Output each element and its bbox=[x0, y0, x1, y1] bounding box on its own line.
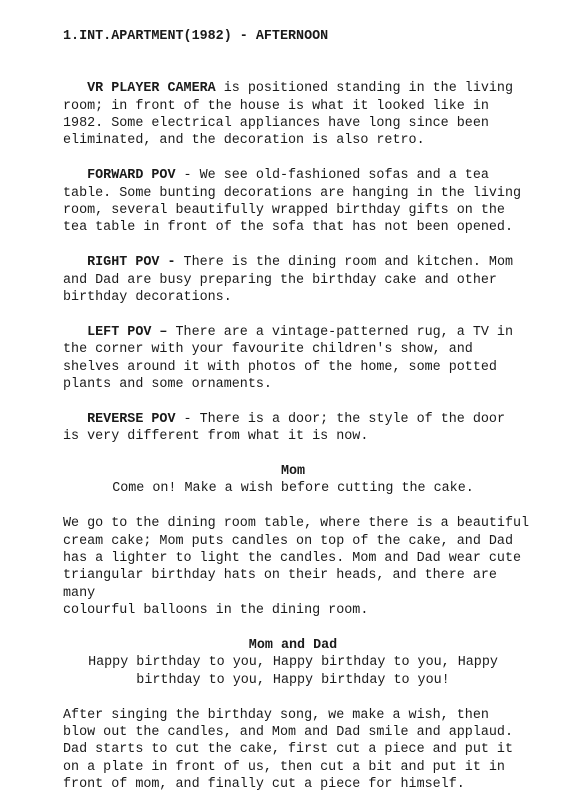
shot-description-right-pov bbox=[63, 254, 533, 306]
dialogue-line: birthday to you, Happy birthday to you! bbox=[136, 672, 450, 688]
description-line: plants and some ornaments. bbox=[63, 377, 272, 393]
description-line: tea table in front of the sofa that has not been opened. bbox=[63, 220, 513, 236]
description-line: table. Some bunting decorations are hanging in the living bbox=[63, 185, 522, 201]
description-line: - There is a door; the style of the door bbox=[175, 411, 505, 427]
dialogue-line: Come on! Make a wish before cutting the cake. bbox=[112, 481, 474, 497]
shot-cue: RIGHT POV - bbox=[87, 255, 176, 271]
shot-cue: FORWARD POV bbox=[87, 168, 176, 184]
description-line: shelves around it with photos of the home, some potted bbox=[63, 359, 497, 375]
action-line: blow out the candles, and Mom and Dad smile and applaud. bbox=[63, 725, 513, 741]
shot-cue: VR PLAYER CAMERA bbox=[87, 81, 216, 97]
shot-cue: LEFT POV – bbox=[87, 324, 168, 340]
action-paragraph-dining-room bbox=[63, 515, 533, 619]
description-line: room, several beautifully wrapped birthday gifts on the bbox=[63, 203, 505, 218]
description-line: eliminated, and the decoration is also retro. bbox=[63, 133, 425, 149]
description-line: room; in front of the house is what it looked like in bbox=[63, 98, 489, 114]
character-name-mom-and-dad: Mom and Dad bbox=[248, 638, 338, 654]
description-line: is positioned standing in the living bbox=[215, 81, 514, 97]
screenplay-page bbox=[63, 28, 533, 794]
shot-description-reverse-pov bbox=[63, 411, 533, 446]
shot-description-vr-camera bbox=[63, 80, 533, 150]
action-line: After singing the birthday song, we make a wish, then bbox=[63, 707, 489, 723]
description-line: There are a vintage-patterned rug, a TV in bbox=[167, 324, 514, 340]
shot-cue: REVERSE POV bbox=[87, 411, 176, 427]
description-line: 1982. Some electrical appliances have long since been bbox=[63, 115, 489, 131]
description-line: There is the dining room and kitchen. Mom bbox=[175, 255, 514, 271]
action-paragraph-cake-cutting bbox=[63, 707, 533, 794]
shot-description-forward-pov bbox=[63, 167, 533, 237]
action-line: Dad starts to cut the cake, first cut a piece and put it bbox=[63, 742, 513, 758]
action-line: colourful balloons in the dining room. bbox=[63, 603, 369, 619]
description-line: - We see old-fashioned sofas and a tea bbox=[175, 168, 489, 184]
action-line: cream cake; Mom puts candles on top of the cake, and Dad bbox=[63, 533, 513, 549]
action-line: front of mom, and finally cut a piece for himself. bbox=[63, 777, 465, 793]
character-name-mom: Mom bbox=[280, 464, 306, 480]
action-line: We go to the dining room table, where there is a beautiful bbox=[63, 516, 530, 532]
shot-description-left-pov bbox=[63, 324, 533, 394]
action-line: has a lighter to light the candles. Mom and Dad wear cute bbox=[63, 551, 522, 567]
action-line: on a plate in front of us, then cut a bit and put it in bbox=[63, 759, 505, 775]
description-line: and Dad are busy preparing the birthday cake and other bbox=[63, 272, 497, 288]
scene-heading: 1.INT.APARTMENT(1982) - AFTERNOON bbox=[63, 29, 329, 44]
description-line: birthday decorations. bbox=[63, 290, 232, 306]
description-line: is very different from what it is now. bbox=[63, 429, 369, 445]
dialogue-line: Happy birthday to you, Happy birthday to you, Happy bbox=[88, 655, 498, 671]
description-line: the corner with your favourite children's show, and bbox=[63, 342, 473, 358]
action-line: triangular birthday hats on their heads, and there are many bbox=[63, 568, 505, 601]
